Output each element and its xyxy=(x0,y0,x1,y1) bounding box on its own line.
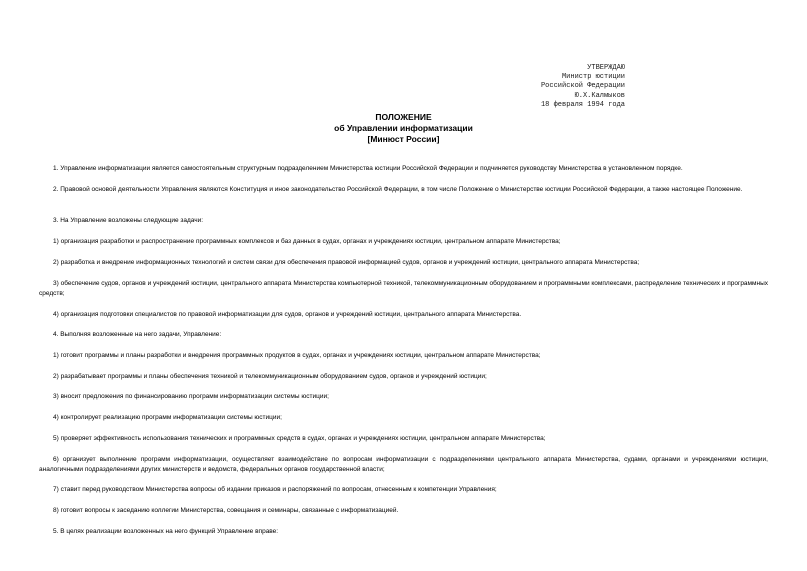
paragraph: 5) проверяет эффективность использования технических и программных средств в судах, органах и учреждениях юстиции, центральном аппарате Министерства; xyxy=(53,435,546,442)
paragraph: 2) разрабатывает программы и планы обеспечения техникой и телекоммуникационным оборудованием судов, органов и учреждений юстиции; xyxy=(53,373,487,380)
paragraph: 7) ставит перед руководством Министерства вопросы об издании приказов и распоряжений по вопросам, отнесенным к компетенции Управления; xyxy=(53,486,497,493)
paragraph: 3) вносит предложения по финансированию программ информатизации системы юстиции; xyxy=(53,393,329,400)
approval-date: 18 февраля 1994 года xyxy=(540,100,625,109)
document-title xyxy=(0,112,807,145)
approval-organization: Российской Федерации xyxy=(540,82,625,91)
paragraph: 3) обеспечение судов, органов и учреждений юстиции, центрального аппарата Министерства компьютерной техникой, телекоммуникационным оборудованием и программными комплексами, распределение технических и программных средств; xyxy=(39,280,768,297)
paragraph: 1. Управление информатизации является самостоятельным структурным подразделением Министерства юстиции Российской Федерации и подчиняется руководству Министерства в установленном порядке. xyxy=(53,165,683,172)
approval-heading: УТВЕРЖДАЮ xyxy=(587,64,625,72)
paragraph: 6) организует выполнение программ информатизации, осуществляет взаимодействие по вопросам информатизации с подразделениями центрального аппарата Министерства, судами, органами и учреждениями юстиции, аналогичными подразделениями других министерств и ведомств, федеральных органов государственной власти; xyxy=(39,456,768,473)
paragraph: 2) разработка и внедрение информационных технологий и систем связи для обеспечения правовой информацией судов, органов и учреждений юстиции, центрального аппарата Министерства; xyxy=(53,259,640,266)
approval-block xyxy=(541,64,625,110)
paragraph: 5. В целях реализации возложенных на него функций Управление вправе: xyxy=(53,528,279,535)
paragraph: 4. Выполняя возложенные на него задачи, Управление: xyxy=(53,331,222,338)
paragraph: 4) контролирует реализацию программ информатизации системы юстиции; xyxy=(53,414,282,421)
paragraph: 4) организация подготовки специалистов по правовой информатизации для судов, органов и учреждений юстиции, центрального аппарата Министерства. xyxy=(53,311,522,318)
title-line-3: [Минюст России] xyxy=(367,134,440,144)
paragraph: 3. На Управление возложены следующие задачи: xyxy=(53,217,204,224)
approval-signatory: Ю.Х.Калмыков xyxy=(574,91,625,100)
paragraph: 8) готовит вопросы к заседанию коллегии Министерства, совещания и семинары, связанные с информатизацией. xyxy=(53,507,399,514)
paragraph: 2. Правовой основой деятельности Управления являются Конституция и иное законодательство Российской Федерации, в том числе Положение о Министерстве юстиции Российской Федерации, а также настоящее Положение. xyxy=(53,186,743,193)
paragraph: 1) готовит программы и планы разработки и внедрения программных продуктов в судах, органах и учреждениях юстиции, центральном аппарате Министерства; xyxy=(53,352,541,359)
paragraph: 1) организация разработки и распространение программных комплексов и баз данных в судах, органах и учреждениях юстиции, центральном аппарате Министерства; xyxy=(53,238,561,245)
title-line-2: об Управлении информатизации xyxy=(334,123,473,133)
title-line-1: ПОЛОЖЕНИЕ xyxy=(375,112,432,122)
approval-position: Министр юстиции xyxy=(561,73,625,82)
